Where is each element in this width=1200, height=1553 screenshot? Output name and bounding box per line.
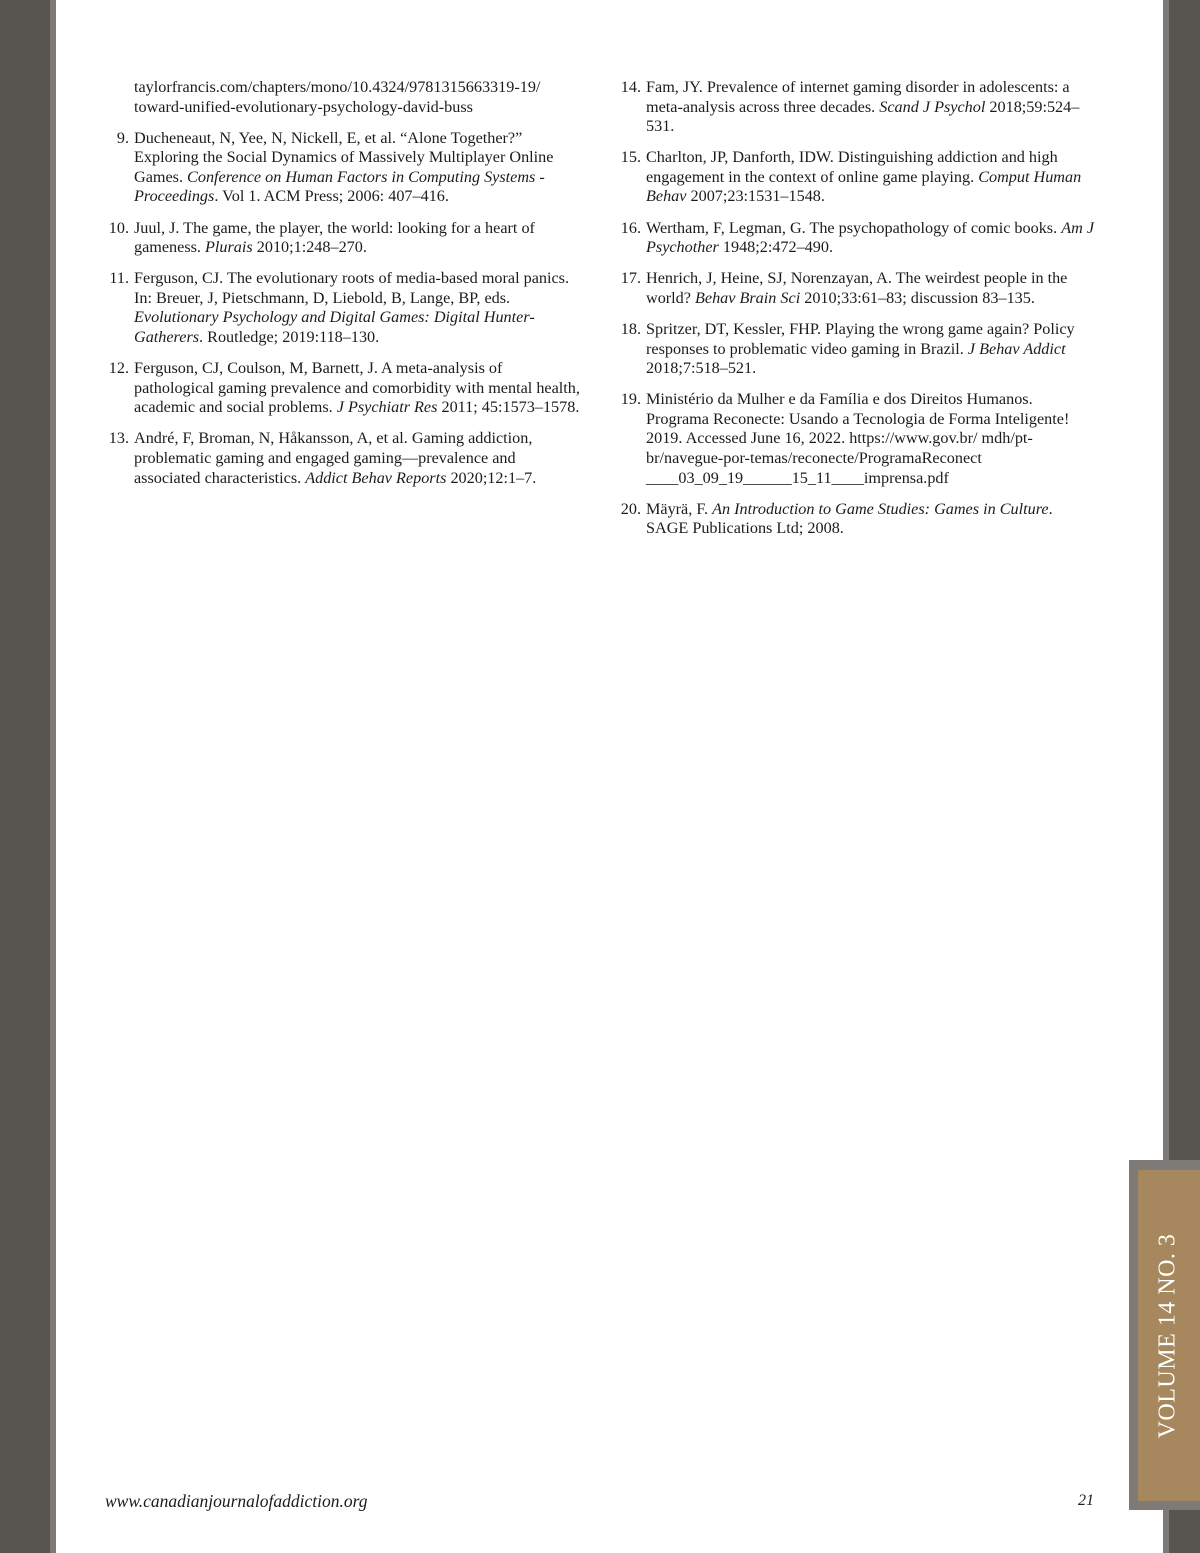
reference-text: . Routledge; 2019:118–130. xyxy=(199,328,380,347)
reference-item xyxy=(620,390,1098,488)
reference-item xyxy=(620,78,1098,137)
reference-number: 20. xyxy=(620,499,641,518)
reference-text: 2010;33:61–83; discussion 83–135. xyxy=(800,288,1035,307)
references-left-column xyxy=(108,78,586,500)
reference-text: 2010;1:248–270. xyxy=(252,238,367,257)
reference-text: Spritzer, DT, Kessler, FHP. Playing the wrong game again? Policy responses to problematic video gaming in Brazil. xyxy=(646,319,1075,358)
reference-source-title: J Psychiatr Res xyxy=(336,398,438,417)
reference-text: Ministério da Mulher e da Família e dos Direitos Humanos. Programa Reconecte: Usando a Tecnologia de Forma Inteligente! 2019. Accessed June 16, 2022. https://www.gov.br/ mdh/pt-br/navegue-por-temas/reconecte/ProgramaReconect ____03_09_19______15_11____imprensa.pdf xyxy=(646,390,1070,487)
reference-item xyxy=(108,429,586,488)
reference-number: 9. xyxy=(116,128,129,147)
reference-text: 2007;23:1531–1548. xyxy=(686,187,825,206)
reference-number: 16. xyxy=(620,218,641,237)
volume-label: VOLUME 14 NO. 3 xyxy=(1154,1233,1181,1439)
reference-text: Fam, JY. Prevalence of internet gaming disorder in adolescents: a meta-analysis across three decades. xyxy=(646,78,1070,116)
reference-text: . Vol 1. ACM Press; 2006: 407–416. xyxy=(214,187,449,206)
reference-source-title: Scand J Psychol xyxy=(879,97,986,116)
reference-source-title: Comput Human Behav xyxy=(646,167,1082,206)
reference-text: André, F, Broman, N, Håkansson, A, et al. Gaming addiction, problematic gaming and engaged gaming—prevalence and associated characteristics. xyxy=(134,429,533,487)
reference-number: 11. xyxy=(109,269,129,288)
reference-source-title: Behav Brain Sci xyxy=(695,288,801,307)
references-right-column xyxy=(620,78,1098,550)
reference-item xyxy=(108,218,586,258)
reference-item xyxy=(620,148,1098,207)
reference-text: Henrich, J, Heine, SJ, Norenzayan, A. The weirdest people in the world? xyxy=(646,269,1068,307)
reference-text: Ferguson, CJ, Coulson, M, Barnett, J. A meta-analysis of pathological gaming prevalence and comorbidity with mental health, academic and social problems. xyxy=(134,359,580,417)
reference-item xyxy=(620,319,1098,379)
reference-item xyxy=(620,499,1098,539)
reference-text: Ferguson, CJ. The evolutionary roots of media-based moral panics. In: Breuer, J, Pietschmann, D, Liebold, B, Lange, BP, eds. xyxy=(134,269,570,307)
reference-number: 15. xyxy=(620,148,641,167)
reference-text: 2018;7:518–521. xyxy=(646,359,757,378)
reference-item xyxy=(620,218,1098,258)
continuation-line: toward-unified-evolutionary-psychology-david-buss xyxy=(134,97,473,116)
reference-number: 19. xyxy=(620,390,641,409)
reference-source-title: Plurais xyxy=(205,238,253,257)
reference-text: Juul, J. The game, the player, the world: looking for a heart of gameness. xyxy=(134,218,535,257)
reference-item xyxy=(116,128,586,207)
reference-text: Charlton, JP, Danforth, IDW. Distinguishing addiction and high engagement in the context of online game playing. xyxy=(646,148,1058,186)
page-number: 21 xyxy=(1078,1492,1094,1509)
reference-number: 10. xyxy=(108,218,129,237)
reference-text: 2011; 45:1573–1578. xyxy=(437,398,580,417)
reference-text: . SAGE Publications Ltd; 2008. xyxy=(646,499,1053,538)
right-reference-list xyxy=(620,78,1098,539)
reference-source-title: An Introduction to Game Studies: Games in Culture xyxy=(712,499,1049,518)
journal-url[interactable]: www.canadianjournalofaddiction.org xyxy=(105,1491,368,1511)
reference-continuation xyxy=(134,78,586,117)
reference-item xyxy=(620,269,1098,308)
reference-item xyxy=(108,359,586,418)
reference-text: 2020;12:1–7. xyxy=(446,468,537,487)
left-reference-list xyxy=(108,128,586,489)
reference-text: 1948;2:472–490. xyxy=(718,238,834,257)
reference-text: Ducheneaut, N, Yee, N, Nickell, E, et al. “Alone Together?” Exploring the Social Dynamics of Massively Multiplayer Online Games. xyxy=(134,128,554,186)
left-frame-bar xyxy=(0,0,50,1553)
reference-source-title: Evolutionary Psychology and Digital Games: Digital Hunter-Gatherers xyxy=(134,308,535,347)
reference-source-title: J Behav Addict xyxy=(967,339,1066,358)
reference-text: Wertham, F, Legman, G. The psychopathology of comic books. xyxy=(646,218,1062,237)
reference-number: 13. xyxy=(108,429,129,448)
reference-number: 17. xyxy=(620,269,641,288)
reference-item xyxy=(109,269,586,347)
reference-text: Mäyrä, F. xyxy=(646,499,713,518)
reference-source-title: Am J Psychother xyxy=(646,218,1095,257)
reference-number: 14. xyxy=(620,78,641,96)
reference-source-title: Addict Behav Reports xyxy=(305,468,447,487)
continuation-line: taylorfrancis.com/chapters/mono/10.4324/9781315663319-19/ xyxy=(134,78,541,96)
reference-source-title: Conference on Human Factors in Computing Systems - Proceedings xyxy=(134,167,545,206)
reference-number: 18. xyxy=(620,319,641,338)
reference-text: 2018;59:524–531. xyxy=(646,97,1080,136)
reference-number: 12. xyxy=(108,359,129,378)
